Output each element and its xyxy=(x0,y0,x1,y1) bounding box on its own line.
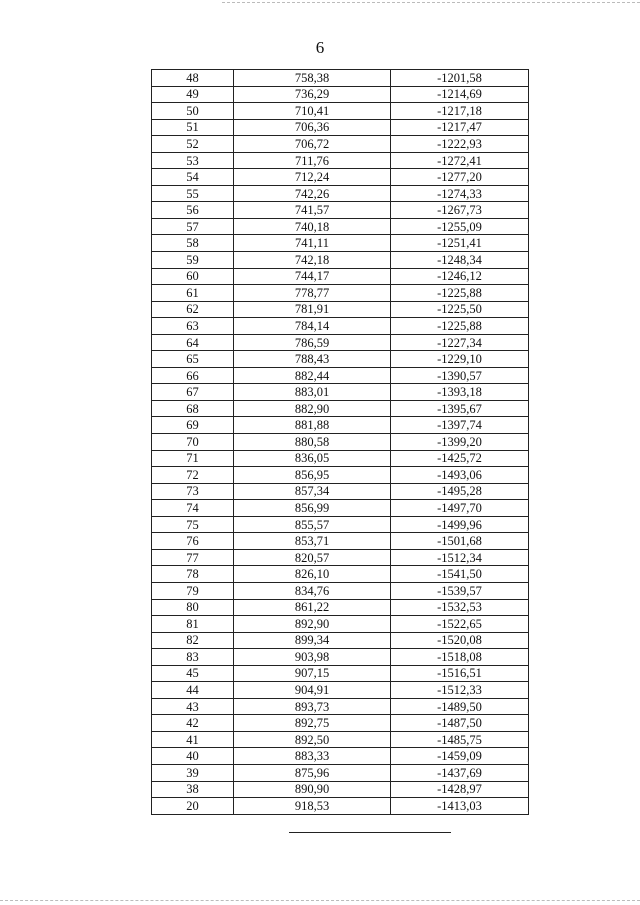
table-row xyxy=(152,384,529,401)
point-number-cell: 40 xyxy=(152,748,234,765)
table-row xyxy=(152,202,529,219)
table-row xyxy=(152,70,529,87)
x-coordinate-cell: 892,75 xyxy=(234,715,391,732)
y-coordinate-cell: -1485,75 xyxy=(391,731,529,748)
x-coordinate-cell: 786,59 xyxy=(234,334,391,351)
point-number-cell: 58 xyxy=(152,235,234,252)
y-coordinate-cell: -1248,34 xyxy=(391,252,529,269)
y-coordinate-cell: -1499,96 xyxy=(391,516,529,533)
y-coordinate-cell: -1487,50 xyxy=(391,715,529,732)
table-row xyxy=(152,500,529,517)
point-number-cell: 56 xyxy=(152,202,234,219)
point-number-cell: 39 xyxy=(152,764,234,781)
table-row xyxy=(152,748,529,765)
y-coordinate-cell: -1222,93 xyxy=(391,136,529,153)
point-number-cell: 82 xyxy=(152,632,234,649)
x-coordinate-cell: 788,43 xyxy=(234,351,391,368)
x-coordinate-cell: 883,33 xyxy=(234,748,391,765)
y-coordinate-cell: -1229,10 xyxy=(391,351,529,368)
table-row xyxy=(152,417,529,434)
table-row xyxy=(152,152,529,169)
point-number-cell: 79 xyxy=(152,582,234,599)
table-row xyxy=(152,566,529,583)
point-number-cell: 75 xyxy=(152,516,234,533)
point-number-cell: 83 xyxy=(152,649,234,666)
table-row xyxy=(152,665,529,682)
table-row xyxy=(152,400,529,417)
y-coordinate-cell: -1201,58 xyxy=(391,70,529,87)
x-coordinate-cell: 861,22 xyxy=(234,599,391,616)
x-coordinate-cell: 706,72 xyxy=(234,136,391,153)
point-number-cell: 54 xyxy=(152,169,234,186)
table-row xyxy=(152,781,529,798)
y-coordinate-cell: -1522,65 xyxy=(391,616,529,633)
table-row xyxy=(152,549,529,566)
y-coordinate-cell: -1520,08 xyxy=(391,632,529,649)
y-coordinate-cell: -1518,08 xyxy=(391,649,529,666)
x-coordinate-cell: 742,18 xyxy=(234,252,391,269)
point-number-cell: 53 xyxy=(152,152,234,169)
y-coordinate-cell: -1516,51 xyxy=(391,665,529,682)
table-row xyxy=(152,682,529,699)
scan-edge-top xyxy=(222,2,640,3)
y-coordinate-cell: -1532,53 xyxy=(391,599,529,616)
y-coordinate-cell: -1393,18 xyxy=(391,384,529,401)
page-number: 6 xyxy=(315,38,325,57)
point-number-cell: 74 xyxy=(152,500,234,517)
y-coordinate-cell: -1399,20 xyxy=(391,434,529,451)
y-coordinate-cell: -1428,97 xyxy=(391,781,529,798)
point-number-cell: 78 xyxy=(152,566,234,583)
y-coordinate-cell: -1225,88 xyxy=(391,285,529,302)
x-coordinate-cell: 741,11 xyxy=(234,235,391,252)
y-coordinate-cell: -1274,33 xyxy=(391,185,529,202)
point-number-cell: 69 xyxy=(152,417,234,434)
y-coordinate-cell: -1495,28 xyxy=(391,483,529,500)
x-coordinate-cell: 893,73 xyxy=(234,698,391,715)
y-coordinate-cell: -1489,50 xyxy=(391,698,529,715)
y-coordinate-cell: -1246,12 xyxy=(391,268,529,285)
y-coordinate-cell: -1277,20 xyxy=(391,169,529,186)
scan-edge-bottom xyxy=(0,900,640,901)
table-row xyxy=(152,434,529,451)
point-number-cell: 73 xyxy=(152,483,234,500)
y-coordinate-cell: -1267,73 xyxy=(391,202,529,219)
table-row xyxy=(152,582,529,599)
point-number-cell: 50 xyxy=(152,103,234,120)
y-coordinate-cell: -1539,57 xyxy=(391,582,529,599)
table-row xyxy=(152,367,529,384)
point-number-cell: 55 xyxy=(152,185,234,202)
x-coordinate-cell: 784,14 xyxy=(234,318,391,335)
point-number-cell: 67 xyxy=(152,384,234,401)
x-coordinate-cell: 711,76 xyxy=(234,152,391,169)
table-row xyxy=(152,698,529,715)
point-number-cell: 68 xyxy=(152,400,234,417)
point-number-cell: 57 xyxy=(152,218,234,235)
table-row xyxy=(152,185,529,202)
table-row xyxy=(152,798,529,815)
y-coordinate-cell: -1251,41 xyxy=(391,235,529,252)
point-number-cell: 48 xyxy=(152,70,234,87)
table-row xyxy=(152,334,529,351)
point-number-cell: 72 xyxy=(152,467,234,484)
x-coordinate-cell: 853,71 xyxy=(234,533,391,550)
x-coordinate-cell: 882,90 xyxy=(234,400,391,417)
y-coordinate-cell: -1390,57 xyxy=(391,367,529,384)
y-coordinate-cell: -1225,88 xyxy=(391,318,529,335)
x-coordinate-cell: 820,57 xyxy=(234,549,391,566)
x-coordinate-cell: 918,53 xyxy=(234,798,391,815)
y-coordinate-cell: -1512,33 xyxy=(391,682,529,699)
y-coordinate-cell: -1395,67 xyxy=(391,400,529,417)
y-coordinate-cell: -1459,09 xyxy=(391,748,529,765)
point-number-cell: 49 xyxy=(152,86,234,103)
x-coordinate-cell: 892,90 xyxy=(234,616,391,633)
x-coordinate-cell: 744,17 xyxy=(234,268,391,285)
x-coordinate-cell: 857,34 xyxy=(234,483,391,500)
point-number-cell: 45 xyxy=(152,665,234,682)
table-row xyxy=(152,268,529,285)
table-row xyxy=(152,318,529,335)
point-number-cell: 64 xyxy=(152,334,234,351)
table-row xyxy=(152,599,529,616)
table-row xyxy=(152,218,529,235)
point-number-cell: 81 xyxy=(152,616,234,633)
table-row xyxy=(152,715,529,732)
point-number-cell: 62 xyxy=(152,301,234,318)
x-coordinate-cell: 706,36 xyxy=(234,119,391,136)
x-coordinate-cell: 778,77 xyxy=(234,285,391,302)
table-row xyxy=(152,86,529,103)
table-row xyxy=(152,136,529,153)
y-coordinate-cell: -1272,41 xyxy=(391,152,529,169)
y-coordinate-cell: -1255,09 xyxy=(391,218,529,235)
x-coordinate-cell: 890,90 xyxy=(234,781,391,798)
x-coordinate-cell: 781,91 xyxy=(234,301,391,318)
table-row xyxy=(152,533,529,550)
table-row xyxy=(152,285,529,302)
table-row xyxy=(152,467,529,484)
table-row xyxy=(152,731,529,748)
point-number-cell: 59 xyxy=(152,252,234,269)
point-number-cell: 61 xyxy=(152,285,234,302)
y-coordinate-cell: -1227,34 xyxy=(391,334,529,351)
x-coordinate-cell: 903,98 xyxy=(234,649,391,666)
x-coordinate-cell: 826,10 xyxy=(234,566,391,583)
point-number-cell: 63 xyxy=(152,318,234,335)
point-number-cell: 70 xyxy=(152,434,234,451)
x-coordinate-cell: 907,15 xyxy=(234,665,391,682)
y-coordinate-cell: -1541,50 xyxy=(391,566,529,583)
x-coordinate-cell: 881,88 xyxy=(234,417,391,434)
x-coordinate-cell: 899,34 xyxy=(234,632,391,649)
point-number-cell: 20 xyxy=(152,798,234,815)
table-row xyxy=(152,632,529,649)
x-coordinate-cell: 836,05 xyxy=(234,450,391,467)
point-number-cell: 80 xyxy=(152,599,234,616)
x-coordinate-cell: 712,24 xyxy=(234,169,391,186)
y-coordinate-cell: -1214,69 xyxy=(391,86,529,103)
table-row xyxy=(152,235,529,252)
end-rule xyxy=(289,832,451,833)
x-coordinate-cell: 883,01 xyxy=(234,384,391,401)
y-coordinate-cell: -1512,34 xyxy=(391,549,529,566)
table-row xyxy=(152,649,529,666)
table-row xyxy=(152,516,529,533)
y-coordinate-cell: -1413,03 xyxy=(391,798,529,815)
table-row xyxy=(152,764,529,781)
point-number-cell: 41 xyxy=(152,731,234,748)
table-row xyxy=(152,616,529,633)
coordinates-table xyxy=(151,69,529,815)
x-coordinate-cell: 741,57 xyxy=(234,202,391,219)
table-row xyxy=(152,450,529,467)
y-coordinate-cell: -1217,18 xyxy=(391,103,529,120)
x-coordinate-cell: 856,95 xyxy=(234,467,391,484)
y-coordinate-cell: -1497,70 xyxy=(391,500,529,517)
table-row xyxy=(152,351,529,368)
point-number-cell: 52 xyxy=(152,136,234,153)
point-number-cell: 65 xyxy=(152,351,234,368)
y-coordinate-cell: -1425,72 xyxy=(391,450,529,467)
x-coordinate-cell: 742,26 xyxy=(234,185,391,202)
point-number-cell: 44 xyxy=(152,682,234,699)
x-coordinate-cell: 892,50 xyxy=(234,731,391,748)
y-coordinate-cell: -1225,50 xyxy=(391,301,529,318)
y-coordinate-cell: -1501,68 xyxy=(391,533,529,550)
y-coordinate-cell: -1217,47 xyxy=(391,119,529,136)
point-number-cell: 38 xyxy=(152,781,234,798)
point-number-cell: 51 xyxy=(152,119,234,136)
point-number-cell: 71 xyxy=(152,450,234,467)
x-coordinate-cell: 736,29 xyxy=(234,86,391,103)
table-row xyxy=(152,483,529,500)
table-row xyxy=(152,103,529,120)
point-number-cell: 77 xyxy=(152,549,234,566)
point-number-cell: 60 xyxy=(152,268,234,285)
table-row xyxy=(152,252,529,269)
point-number-cell: 43 xyxy=(152,698,234,715)
y-coordinate-cell: -1397,74 xyxy=(391,417,529,434)
point-number-cell: 42 xyxy=(152,715,234,732)
x-coordinate-cell: 710,41 xyxy=(234,103,391,120)
x-coordinate-cell: 740,18 xyxy=(234,218,391,235)
x-coordinate-cell: 758,38 xyxy=(234,70,391,87)
x-coordinate-cell: 875,96 xyxy=(234,764,391,781)
y-coordinate-cell: -1437,69 xyxy=(391,764,529,781)
x-coordinate-cell: 880,58 xyxy=(234,434,391,451)
x-coordinate-cell: 855,57 xyxy=(234,516,391,533)
x-coordinate-cell: 856,99 xyxy=(234,500,391,517)
coordinates-table-body xyxy=(152,70,529,815)
point-number-cell: 76 xyxy=(152,533,234,550)
x-coordinate-cell: 834,76 xyxy=(234,582,391,599)
point-number-cell: 66 xyxy=(152,367,234,384)
y-coordinate-cell: -1493,06 xyxy=(391,467,529,484)
table-row xyxy=(152,169,529,186)
x-coordinate-cell: 882,44 xyxy=(234,367,391,384)
table-row xyxy=(152,301,529,318)
x-coordinate-cell: 904,91 xyxy=(234,682,391,699)
table-row xyxy=(152,119,529,136)
